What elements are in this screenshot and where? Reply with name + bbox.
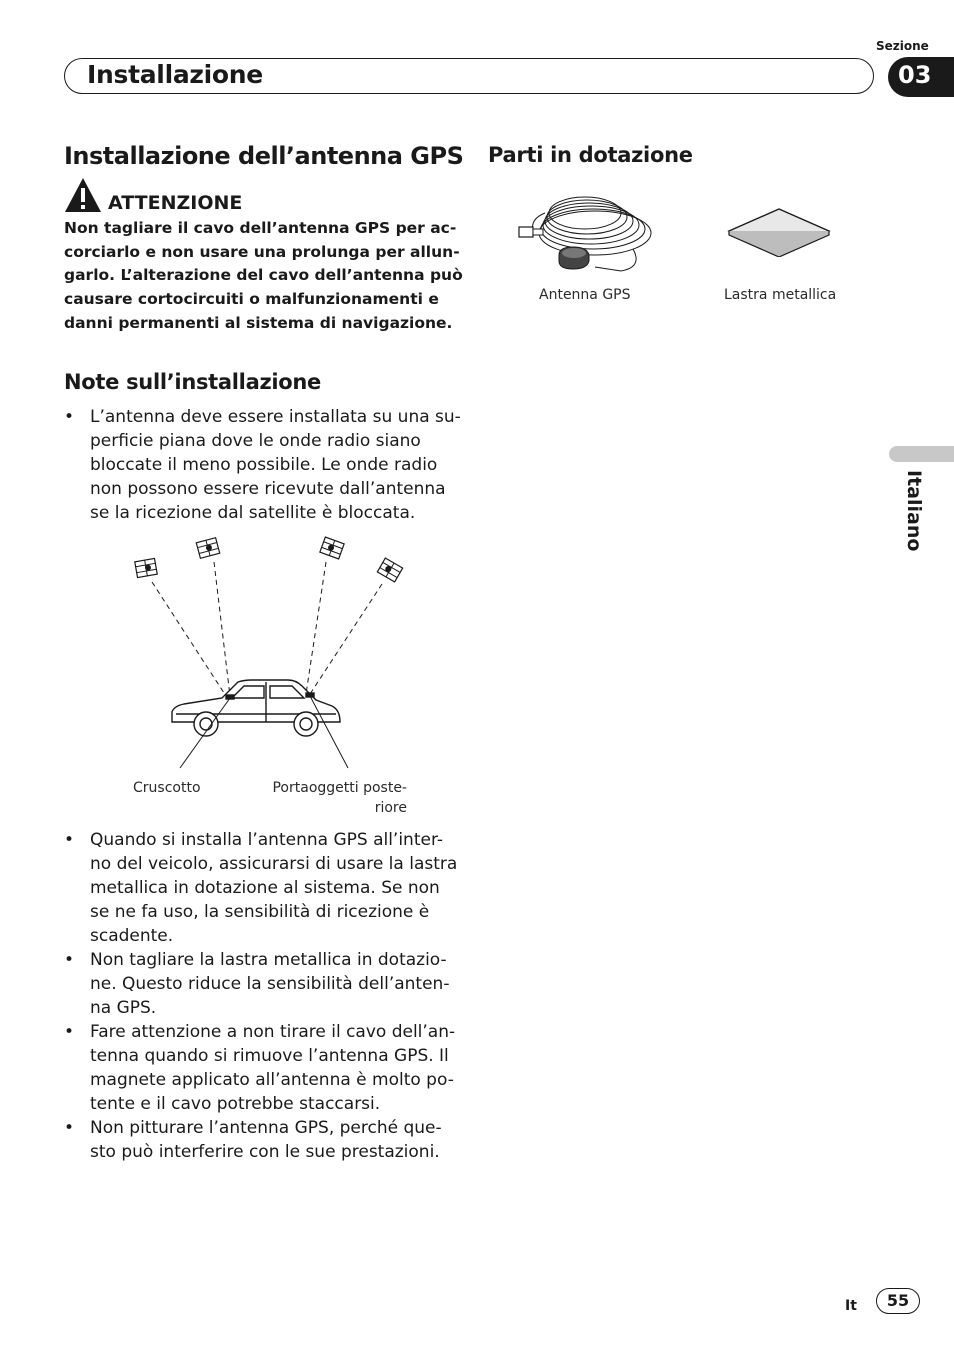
text-line: no del veicolo, assicurarsi di usare la lastra xyxy=(90,854,458,874)
chapter-header-bar xyxy=(64,58,874,94)
satellite-car-illustration xyxy=(120,530,420,775)
warning-line: danni permanenti al sistema di navigazione. xyxy=(64,313,453,332)
text-line: ne. Questo riduce la sensibilità dell’anten- xyxy=(90,974,450,994)
text-line: se ne fa uso, la sensibilità di ricezione è xyxy=(90,902,430,922)
figure-caption-dashboard: Cruscotto xyxy=(133,780,201,796)
chapter-title: Installazione xyxy=(87,60,263,89)
text-line: tenna quando si rimuove l’antenna GPS. Il xyxy=(90,1046,449,1066)
list-item-text xyxy=(90,1020,454,1116)
warning-line: Non tagliare il cavo dell’antenna GPS per ac- xyxy=(64,219,457,237)
notes-heading: Note sull’installazione xyxy=(64,370,321,394)
parts-heading: Parti in dotazione xyxy=(488,143,693,167)
notes-list-top xyxy=(64,405,461,525)
part-caption-metal-plate: Lastra metallica xyxy=(724,287,837,303)
warning-line: causare cortocircuiti o malfunzionamenti e xyxy=(64,290,439,309)
text-line: magnete applicato all’antenna è molto po- xyxy=(90,1070,454,1090)
list-item xyxy=(64,828,458,948)
list-item xyxy=(64,405,461,525)
text-line: se la ricezione dal satellite è bloccata. xyxy=(90,503,416,523)
list-item xyxy=(64,1116,454,1164)
text-line: non possono essere ricevute dall’antenna xyxy=(90,479,446,499)
language-text: Italiano xyxy=(903,470,925,552)
text-line: sto può interferire con le sue prestazioni. xyxy=(90,1142,440,1162)
bullet-glyph: • xyxy=(64,1118,75,1138)
page-title: Installazione dell’antenna GPS xyxy=(64,142,464,170)
section-number-badge: 03 xyxy=(888,57,954,97)
language-tab xyxy=(889,446,954,462)
text-line: perficie piana dove le onde radio siano xyxy=(90,431,421,451)
caption-line: Portaoggetti poste- xyxy=(272,780,407,796)
car-icon xyxy=(172,680,340,736)
warning-title: ATTENZIONE xyxy=(108,192,243,214)
text-line: scadente. xyxy=(90,926,174,946)
text-line: Non tagliare la lastra metallica in dotazio- xyxy=(90,950,447,970)
text-line: tente e il cavo potrebbe staccarsi. xyxy=(90,1094,381,1114)
bullet-glyph: • xyxy=(64,1022,75,1042)
list-item-text xyxy=(90,405,461,525)
page-number: 55 xyxy=(876,1288,920,1314)
bullet-glyph: • xyxy=(64,830,75,850)
text-line: na GPS. xyxy=(90,998,157,1018)
part-caption-gps-antenna: Antenna GPS xyxy=(539,287,631,303)
notes-list-bottom xyxy=(64,828,458,1164)
satellite-icon xyxy=(377,558,402,582)
text-line: Non pitturare l’antenna GPS, perché que- xyxy=(90,1118,442,1138)
language-label xyxy=(895,470,925,560)
text-line: metallica in dotazione al sistema. Se non xyxy=(90,878,440,898)
list-item-text xyxy=(90,1116,454,1164)
list-item xyxy=(64,1020,454,1116)
satellite-icon xyxy=(196,538,219,559)
list-item-text xyxy=(90,948,454,1020)
bullet-glyph: • xyxy=(64,407,75,427)
gps-antenna-icon xyxy=(515,183,660,283)
satellite-icon xyxy=(135,558,157,577)
list-item-text xyxy=(90,828,458,948)
signal-lines xyxy=(152,562,382,696)
metal-plate-icon xyxy=(725,207,833,257)
text-line: L’antenna deve essere installata su una su- xyxy=(90,407,461,427)
text-line: bloccate il meno possibile. Le onde radio xyxy=(90,455,438,475)
warning-line: garlo. L’alterazione del cavo dell’antenna può xyxy=(64,266,463,285)
caption-line: riore xyxy=(374,800,407,816)
list-item xyxy=(64,948,454,1020)
figure-caption-rear-shelf xyxy=(272,778,407,818)
warning-line: corciarlo e non usare una prolunga per allun- xyxy=(64,242,460,261)
satellite-icon xyxy=(320,537,344,559)
section-label: Sezione xyxy=(876,39,929,53)
warning-icon xyxy=(64,177,102,213)
text-line: Quando si installa l’antenna GPS all’inter- xyxy=(90,830,443,850)
footer-language-code: It xyxy=(845,1298,857,1314)
bullet-glyph: • xyxy=(64,950,75,970)
text-line: Fare attenzione a non tirare il cavo dell’an- xyxy=(90,1022,456,1042)
warning-text xyxy=(64,217,463,336)
